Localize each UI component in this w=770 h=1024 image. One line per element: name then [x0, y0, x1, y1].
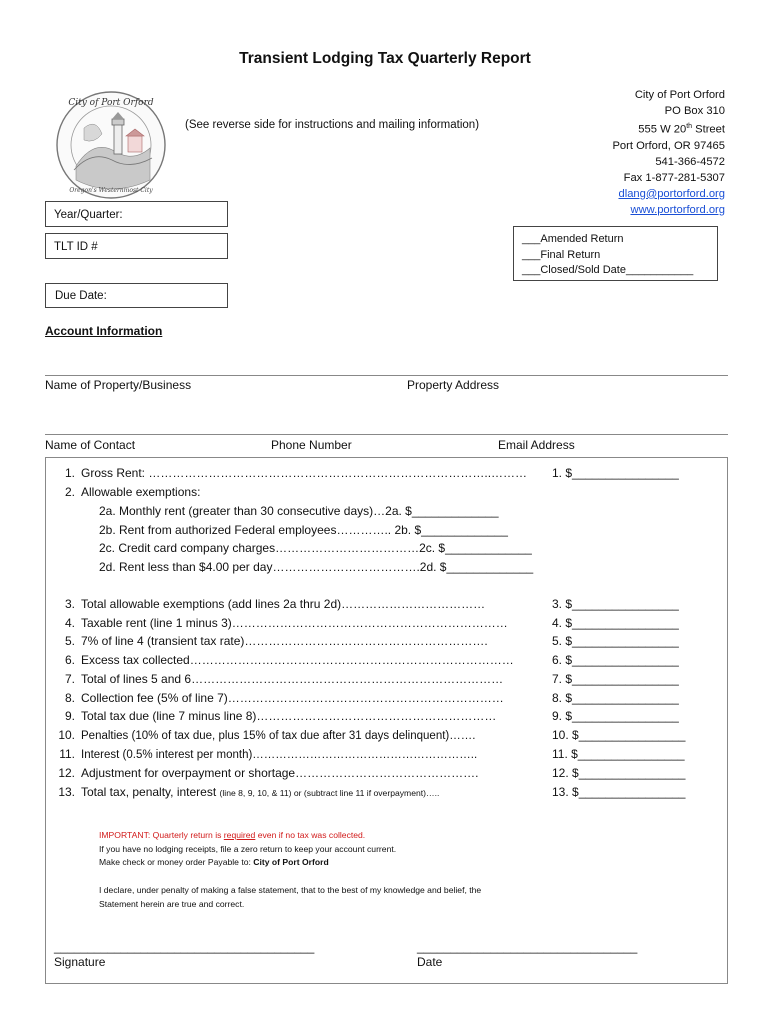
line-7-answer[interactable]: 7. $________________: [552, 672, 679, 686]
line-10: 10. Penalties (10% of tax due, plus 15% of tax due after 31 days delinquent)…….: [58, 728, 476, 742]
line-7: 7. Total of lines 5 and 6……………………………………………………………………: [64, 672, 504, 686]
contact-po-box: PO Box 310: [664, 105, 725, 117]
phone-label: Phone Number: [271, 438, 352, 452]
contact-name-label: Name of Contact: [45, 438, 136, 452]
website-link[interactable]: www.portorford.org: [630, 203, 725, 216]
line-11-answer[interactable]: 11. $________________: [552, 747, 685, 761]
line-1-answer[interactable]: 1. $________________: [552, 466, 679, 480]
email-link[interactable]: dlang@portorford.org: [618, 187, 725, 200]
line-2d[interactable]: 2d. Rent less than $4.00 per day……………………………….2d. $_____________: [99, 560, 534, 574]
amended-return-option[interactable]: ___Amended Return: [522, 233, 624, 245]
divider: [45, 434, 728, 435]
contact-phone: 541-366-4572: [655, 155, 725, 168]
line-13-answer[interactable]: 13. $________________: [552, 785, 686, 799]
signature-label: Signature: [54, 955, 106, 969]
declaration-statement: I declare, under penalty of making a false statement, that to the best of my knowledge and belief, the Statement herein are true and correct.: [99, 885, 482, 909]
divider: [45, 375, 728, 376]
date-label: Date: [417, 955, 443, 969]
line-2: 2. Allowable exemptions:: [64, 485, 201, 499]
line-4: 4. Taxable rent (line 1 minus 3)……………………………………………………………: [64, 616, 508, 630]
line-2c[interactable]: 2c. Credit card company charges………………………………2c. $_____________: [99, 541, 532, 555]
seal-bottom-text: Oregon's Westernmost City: [69, 187, 153, 194]
tlt-id-field[interactable]: TLT ID #: [45, 233, 228, 259]
return-status-box: [513, 226, 718, 281]
line-3-answer[interactable]: 3. $________________: [552, 597, 679, 611]
final-return-option[interactable]: ___Final Return: [522, 248, 601, 261]
contact-city: City of Port Orford: [634, 89, 725, 101]
page-title: Transient Lodging Tax Quarterly Report: [239, 50, 531, 67]
due-date-field[interactable]: Due Date:: [45, 283, 228, 308]
line-9: 9. Total tax due (line 7 minus line 8)……………………………………………………: [64, 709, 497, 723]
property-name-label: Name of Property/Business: [45, 378, 192, 392]
contact-city-state: Port Orford, OR 97465: [612, 139, 725, 152]
line-11: 11. Interest (0.5% interest per month)…………………………………………………..: [59, 747, 478, 761]
contact-fax: Fax 1-877-281-5307: [623, 171, 725, 184]
line-3: 3. Total allowable exemptions (add lines 2a thru 2d)………………………………: [64, 597, 486, 611]
line-6-answer[interactable]: 6. $________________: [552, 653, 679, 667]
line-8: 8. Collection fee (5% of line 7)……………………………………………………………: [64, 691, 504, 705]
line-10-answer[interactable]: 10. $________________: [552, 728, 686, 742]
contact-street: 555 W 20th Street: [638, 123, 725, 136]
email-label: Email Address: [498, 438, 575, 452]
closed-sold-option[interactable]: ___Closed/Sold Date___________: [522, 264, 694, 276]
instructions-note: (See reverse side for instructions and mailing information): [185, 119, 480, 131]
line-12-answer[interactable]: 12. $________________: [552, 766, 686, 780]
property-address-label: Property Address: [407, 378, 500, 392]
line-8-answer[interactable]: 8. $________________: [552, 691, 679, 705]
contact-block: [612, 87, 725, 218]
line-12: 12. Adjustment for overpayment or shortage……………………………………….: [58, 766, 479, 780]
line-2b[interactable]: 2b. Rent from authorized Federal employees………….. 2b. $_____________: [99, 523, 508, 537]
account-info-heading: Account Information: [45, 324, 163, 338]
line-2a[interactable]: 2a. Monthly rent (greater than 30 consecutive days)…2a. $_____________: [99, 504, 499, 518]
city-seal-logo: [54, 88, 168, 202]
line-5-answer[interactable]: 5. $________________: [552, 634, 679, 648]
line-4-answer[interactable]: 4. $________________: [552, 616, 679, 630]
line-5: 5. 7% of line 4 (transient tax rate)…………………………………………………….: [64, 634, 488, 648]
signature-line[interactable]: _______________________________________: [54, 940, 315, 954]
line-1: 1. Gross Rent: …………………………………………………………………………..………: [64, 466, 528, 480]
date-line[interactable]: _________________________________: [417, 940, 638, 954]
seal-top-text: City of Port Orford: [68, 98, 154, 108]
important-note: IMPORTANT: Quarterly return is required even if no tax was collected. If you have no lodging receipts, file a zero return to keep your account current. Make check or money order Payable to: City of Port Orford: [99, 830, 397, 867]
line-13: 13. Total tax, penalty, interest (line 8, 9, 10, & 11) or (subtract line 11 if overpayment)…..: [58, 785, 440, 799]
year-quarter-field[interactable]: Year/Quarter:: [45, 201, 228, 227]
line-9-answer[interactable]: 9. $________________: [552, 709, 679, 723]
line-6: 6. Excess tax collected………………………………………………………………………: [64, 653, 514, 667]
